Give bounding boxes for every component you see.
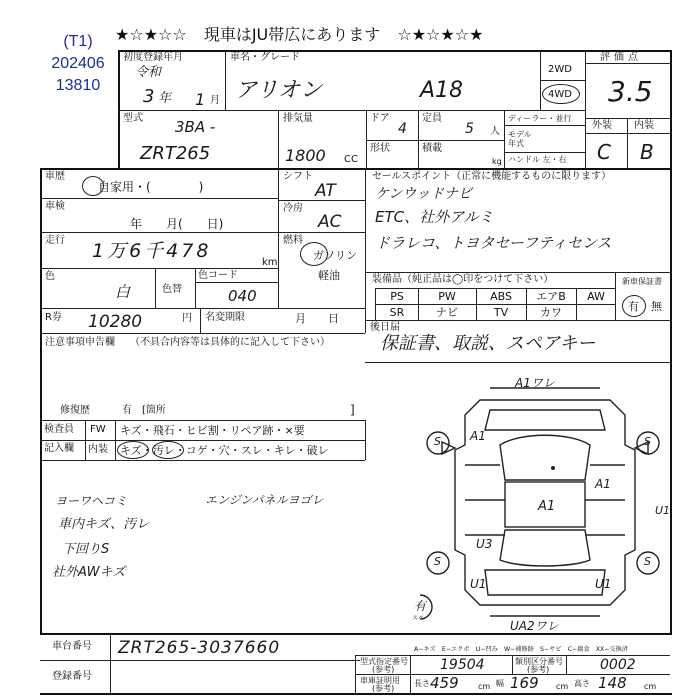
equip-airbag: エアB: [536, 290, 566, 303]
ac-value: AC: [318, 212, 342, 232]
interior-scratch-circle: [117, 441, 149, 459]
repair-close: ]: [350, 403, 355, 417]
type-designation-label: 型式指定番号: [360, 657, 408, 666]
shift-value: AT: [315, 181, 336, 201]
diag-hood: U1: [655, 504, 671, 517]
diag-tire-lf: S: [434, 435, 441, 448]
remark-3: 下回りS: [62, 542, 110, 557]
cert-sub: (参考): [372, 684, 395, 693]
color-label: 色: [45, 271, 55, 282]
mileage-label: 走行: [45, 235, 65, 246]
notes-sub: （不具合内容等は具体的に記入して下さい）: [130, 337, 330, 348]
history-label: 車歴: [45, 171, 65, 182]
category-label: 類別区分番号: [515, 657, 563, 666]
fuel-diesel: 軽油: [318, 269, 340, 282]
diag-spare: 有: [414, 599, 427, 613]
capacity-label: 定員: [422, 113, 442, 124]
inspector-label1: 検査員: [44, 424, 74, 435]
remark-4: 社外AWキズ: [52, 565, 126, 580]
equip-tv: TV: [493, 306, 509, 319]
remark-2: 車内キズ、汚レ: [58, 517, 150, 532]
first-reg-label: 初度登録年月: [123, 52, 183, 63]
drive-2wd: 2WD: [548, 64, 572, 75]
banner: [115, 22, 483, 45]
remark-right: エンジンパネルヨゴレ: [205, 493, 324, 507]
diag-left-rear: U1: [470, 577, 487, 591]
shaken-value: 年 月( 日): [130, 217, 224, 231]
rating-value: 3.5: [608, 75, 653, 108]
recycle-value: 10280: [88, 312, 143, 332]
sales-point-line1: ケンウッドナビ: [375, 186, 473, 202]
door-value: 4: [398, 121, 407, 137]
sales-point-line3: ドラレコ、トヨタセーフティセンス: [375, 234, 612, 252]
equip-pw: PW: [438, 290, 456, 303]
history-circle: [82, 176, 104, 196]
stamp: [38, 33, 118, 99]
first-reg-year: 3: [143, 86, 155, 107]
payload-unit: kg: [492, 157, 502, 166]
equip-aw: AW: [587, 290, 605, 303]
first-reg-era: 令和: [135, 65, 162, 80]
equip-sr: SR: [389, 306, 405, 319]
diag-roof: A1: [538, 499, 556, 514]
drive-4wd-circle: [542, 84, 580, 104]
category-value: 0002: [600, 657, 636, 673]
documents-label: 後日届: [370, 322, 400, 333]
equip-ps: PS: [390, 290, 404, 303]
width-label: 幅: [496, 679, 504, 688]
interior-insp-text: キズ・汚レ・コゲ・穴・スレ・キレ・破レ: [120, 444, 329, 457]
diag-tire-rf: S: [644, 435, 651, 448]
color-change-label: 色替: [162, 284, 182, 295]
equipment-label: 装備品（純正品は◯印をつけて下さい）: [372, 274, 554, 285]
stamp-line3: 13810: [55, 77, 101, 94]
fw-label: FW: [90, 424, 106, 435]
grade: A18: [420, 78, 464, 103]
first-reg-month-unit: 月: [210, 95, 220, 106]
mileage-unit: km: [262, 257, 278, 268]
banner-stars-left: ★☆★☆☆: [115, 25, 187, 44]
color-code-label: 色コード: [198, 270, 238, 281]
mileage-value: 1万6千478: [92, 240, 212, 262]
warranty-yes: 有: [628, 300, 639, 313]
rating-label: 評価点: [600, 52, 642, 63]
equip-leather: カワ: [540, 306, 562, 319]
first-reg-year-unit: 年: [158, 91, 172, 106]
remark-1: ヨーワヘコミ: [55, 494, 128, 508]
diag-rear: UA2ワレ: [510, 619, 559, 633]
banner-stars-right: ☆★☆★☆★: [397, 25, 484, 44]
sales-point-label: セールスポイント（正常に機能するものに限ります）: [372, 171, 612, 182]
fuel-label: 燃料: [283, 235, 303, 246]
repair-label: 修復歴: [60, 405, 90, 416]
fuel-gas-circle: [300, 242, 328, 266]
displacement-label: 排気量: [283, 113, 313, 124]
height-label: 高さ: [574, 679, 590, 688]
documents-value: 保証書、取説、スペアキー: [380, 333, 596, 354]
model-year-label: モデル年式: [508, 130, 532, 148]
equip-navi: ナビ: [436, 306, 458, 319]
first-reg-month: 1: [195, 90, 206, 109]
door-label: ドア: [370, 113, 390, 124]
warranty-yes-circle: [622, 295, 646, 317]
diag-front: A1ワレ: [515, 376, 555, 390]
fuel-gas: ガソリン: [313, 249, 357, 262]
stamp-line2: 202406: [51, 55, 105, 72]
diag-right-rear: U1: [595, 577, 612, 591]
category-sub: (参考): [527, 665, 550, 674]
recycle-unit: 円: [182, 313, 192, 324]
type-designation-sub: (参考): [372, 665, 395, 674]
chassis-value: ZRT265-3037660: [118, 638, 281, 658]
model-value2: ZRT265: [140, 143, 211, 164]
diag-left-front: A1: [470, 429, 486, 443]
recycle-label: R券: [45, 312, 62, 323]
color-value: 白: [115, 283, 131, 301]
name-change-value: 月 日: [295, 312, 339, 325]
interior-insp-label: 内装: [88, 444, 108, 455]
length-label: 長さ: [414, 679, 430, 688]
capacity-unit: 人: [490, 126, 500, 137]
chassis-label: 車台番号: [52, 641, 92, 652]
banner-text: 現車はJU帯広にあります: [203, 25, 381, 44]
exterior-value: C: [597, 140, 611, 164]
height-value: 148: [598, 674, 627, 692]
fw-text: キズ・飛石・ヒビ割・リペア跡・×要: [120, 424, 305, 437]
shaken-label: 車検: [45, 201, 65, 212]
capacity-value: 5: [465, 121, 474, 137]
diag-right-front: A1: [595, 477, 611, 491]
color-code-value: 040: [228, 287, 257, 305]
cert-label: 車庫証明用: [360, 676, 400, 685]
drive-4wd: 4WD: [548, 89, 572, 100]
diag-tire-lr: S: [434, 555, 441, 568]
interior-stain-circle: [152, 441, 184, 459]
interior-value: B: [640, 140, 654, 164]
payload-label: 積載: [422, 143, 442, 154]
displacement-value: 1800: [285, 146, 326, 165]
car-name: アリオン: [235, 78, 322, 103]
warranty-no: 無: [651, 300, 662, 313]
inspector-label2: 記入欄: [44, 443, 74, 454]
name-change-label: 名変期限: [205, 312, 245, 323]
equip-abs: ABS: [490, 290, 512, 303]
reg-label: 登録番号: [52, 671, 92, 682]
ac-label: 冷房: [283, 203, 303, 214]
shape-label: 形状: [370, 143, 390, 154]
type-designation-value: 19504: [440, 657, 485, 673]
diag-left-mid: U3: [476, 537, 493, 551]
diag-tire-rr: S: [644, 555, 651, 568]
notes-label: 注意事項申告欄: [45, 337, 115, 348]
length-unit: cm: [478, 682, 491, 691]
history-value: 自家用・( ): [98, 180, 204, 194]
model-label: 型式: [123, 113, 143, 124]
interior-label: 内装: [634, 120, 654, 131]
displacement-unit: CC: [344, 154, 358, 165]
shift-label: シフト: [283, 171, 313, 182]
repair-value: 有 [箇所: [122, 405, 166, 416]
dealer-label: ディーラー・並行: [508, 114, 572, 123]
car-name-label: 車名・グレード: [230, 52, 300, 63]
sales-point-line2: ETC、社外アルミ: [375, 208, 494, 226]
length-value: 459: [430, 674, 459, 692]
width-unit: cm: [556, 682, 569, 691]
diag-legend: A−キズ E−エクボ U−凹み W−補修跡 S−サビ C−腐食 XX−交換済: [414, 646, 628, 653]
width-value: 169: [510, 674, 539, 692]
exterior-label: 外装: [592, 120, 612, 131]
stamp-line1: (T1): [63, 33, 93, 50]
model-value1: 3BA -: [175, 118, 216, 136]
diag-spare-sub: スペ: [412, 615, 425, 622]
handle-label: ハンドル 左・右: [508, 155, 567, 164]
warranty-label: 新車保証書: [622, 277, 662, 286]
height-unit: cm: [644, 682, 657, 691]
